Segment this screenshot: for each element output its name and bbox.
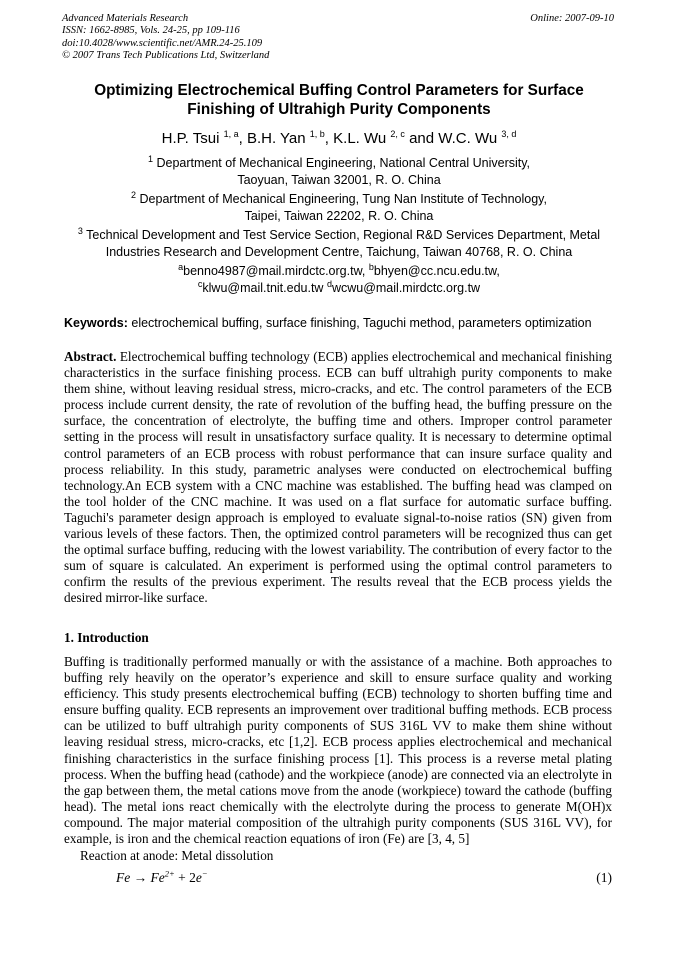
email-block (62, 263, 616, 296)
reaction-label: Reaction at anode: Metal dissolution (80, 848, 274, 863)
affiliation-marker: 3 (77, 225, 83, 236)
copyright-line: © 2007 Trans Tech Publications Ltd, Switzerland (62, 49, 270, 61)
affiliation-2 (62, 191, 616, 224)
affiliation-marker: 2 (131, 189, 137, 200)
email-address: benno4987@mail.mirdctc.org.tw, (183, 264, 369, 278)
author-affiliation-marker: 1, a (223, 129, 239, 139)
affiliation-line: Taipei, Taiwan 22202, R. O. China (244, 208, 434, 223)
affiliation-1 (62, 155, 616, 188)
equation-plus: + 2 (174, 870, 196, 885)
equation-product: Fe (150, 870, 165, 885)
section-heading: 1. Introduction (64, 630, 149, 645)
journal-name: Advanced Materials Research (62, 13, 189, 24)
issn-line: ISSN: 1662-8985, Vols. 24-25, pp 109-116 (62, 25, 240, 37)
email-address: wcwu@mail.mirdctc.org.tw (331, 280, 481, 295)
email-marker: b (368, 261, 374, 272)
author-name: B.H. Yan (246, 130, 306, 147)
title-line-2: Finishing of Ultrahigh Purity Components (187, 101, 491, 118)
title-line-1: Optimizing Electrochemical Buffing Control Parameters for Surface (94, 82, 584, 99)
author-separator: , (324, 130, 334, 147)
affiliation-3 (62, 227, 616, 260)
author-affiliation-marker: 2, c (390, 129, 405, 139)
equation-electron-charge: − (201, 868, 208, 879)
keywords-text: electrochemical buffing, surface finishing, Taguchi method, parameters optimization (127, 316, 592, 330)
affiliation-line: Technical Development and Test Service Section, Regional R&D Services Department, Metal (86, 228, 601, 242)
abstract (64, 349, 612, 607)
keywords-label: Keywords: (64, 316, 128, 330)
email-marker: c (197, 278, 203, 289)
journal-header (62, 13, 269, 62)
author-separator: , (238, 130, 247, 147)
affiliation-line: Industries Research and Development Centre, Taichung, Taiwan 40768, R. O. China (105, 244, 573, 259)
affiliation-marker: 1 (147, 153, 153, 164)
author-name: H.P. Tsui (161, 130, 220, 147)
paper-title (62, 81, 616, 119)
doi-line: doi:10.4028/www.scientific.net/AMR.24-25.109 (62, 37, 263, 49)
equation-charge: 2+ (164, 868, 175, 879)
author-separator: and (404, 130, 439, 147)
affiliation-line: Department of Mechanical Engineering, Tung Nan Institute of Technology, (139, 192, 547, 206)
author-affiliation-marker: 3, d (501, 129, 517, 139)
email-address: bhyen@cc.ncu.edu.tw, (373, 264, 500, 278)
email-marker: a (178, 261, 184, 272)
online-date: Online: 2007-09-10 (530, 13, 614, 24)
author-list (62, 130, 616, 148)
abstract-label: Abstract. (64, 349, 117, 364)
keywords (64, 315, 616, 331)
affiliation-line: Taoyuan, Taiwan 32001, R. O. China (237, 172, 441, 187)
equation-lhs: Fe (116, 870, 131, 885)
email-marker: d (326, 278, 332, 289)
author-affiliation-marker: 1, b (309, 129, 325, 139)
author-name: K.L. Wu (333, 130, 387, 147)
introduction-paragraph: Buffing is traditionally performed manually or with the assistance of a machine. Both approaches to buffing rely heavily on the operator’s experience and skill to ensure surface quality and working efficiency. This study presents electrochemical buffing (ECB) technology to shorten buffing time and ensure buffing quality. ECB represents an improvement over traditional buffing methods. ECB process can be utilized to buff ultrahigh purity components of SUS 316L VV to make them shine without leaving residual stress, micro-cracks, etc [1,2]. ECB process applies electrochemical and mechanical finishing characteristics in the surface finishing process [1]. This process is a reverse metal plating process. When the buffing head (cathode) and the workpiece (anode) are connected via an electrolyte in the gap between them, the metal cations move from the anode (workpiece) toward the cathode (buffing head). The metal ions react chemically with the electrolyte during the process to generate M(OH)x compound. The major material composition of the ultrahigh purity components (SUS 316L VV), for example, is iron and the chemical reaction equations of iron (Fe) are [3, 4, 5] (64, 654, 612, 847)
abstract-text: Electrochemical buffing technology (ECB) applies electrochemical and mechanical finishing characteristics in the surface finishing process. ECB can buff ultrahigh purity components to make them shine, without leaving residual stress, micro-cracks, and etc. The control parameters of the ECB process include current density, the rate of revolution of the buffing head, the buffing pressure on the surface, the concentration of electrolyte, the buffing time and others. Improper control parameter setting in the process will result in unsatisfactory surface quality. It is necessary to determine optimal control parameters of an ECB process with robust performance that can insure surface quality and process reliability. In this study, parametric analyses were conducted on electrochemical buffing technology.An ECB system with a CNC machine was established. The buffing head was clamped on the tool holder of the CNC machine. It was used on a flat surface for automatic surface buffing. Taguchi's parameter design approach is employed to evaluate signal-to-noise ratios (SN) given from various levels of these factors. Then, the optimized control parameters will be recognized thus can get the optimal surface buffing, reducing with the lowest variability. The contribution of every factor to the sum of square is calculated. An experiment is performed using the optimal control parameters to confirm the results of the previous experiment. The results reveal that the ECB process yields the desired mirror-like surface. (64, 349, 612, 606)
equation-arrow: → (130, 870, 151, 885)
equation-electron: e (195, 870, 202, 885)
email-address: klwu@mail.tnit.edu.tw (202, 280, 327, 295)
equation-number: (1) (596, 870, 612, 885)
affiliation-line: Department of Mechanical Engineering, National Central University, (156, 156, 531, 170)
equation-1 (116, 870, 208, 886)
author-name: W.C. Wu (438, 130, 498, 147)
